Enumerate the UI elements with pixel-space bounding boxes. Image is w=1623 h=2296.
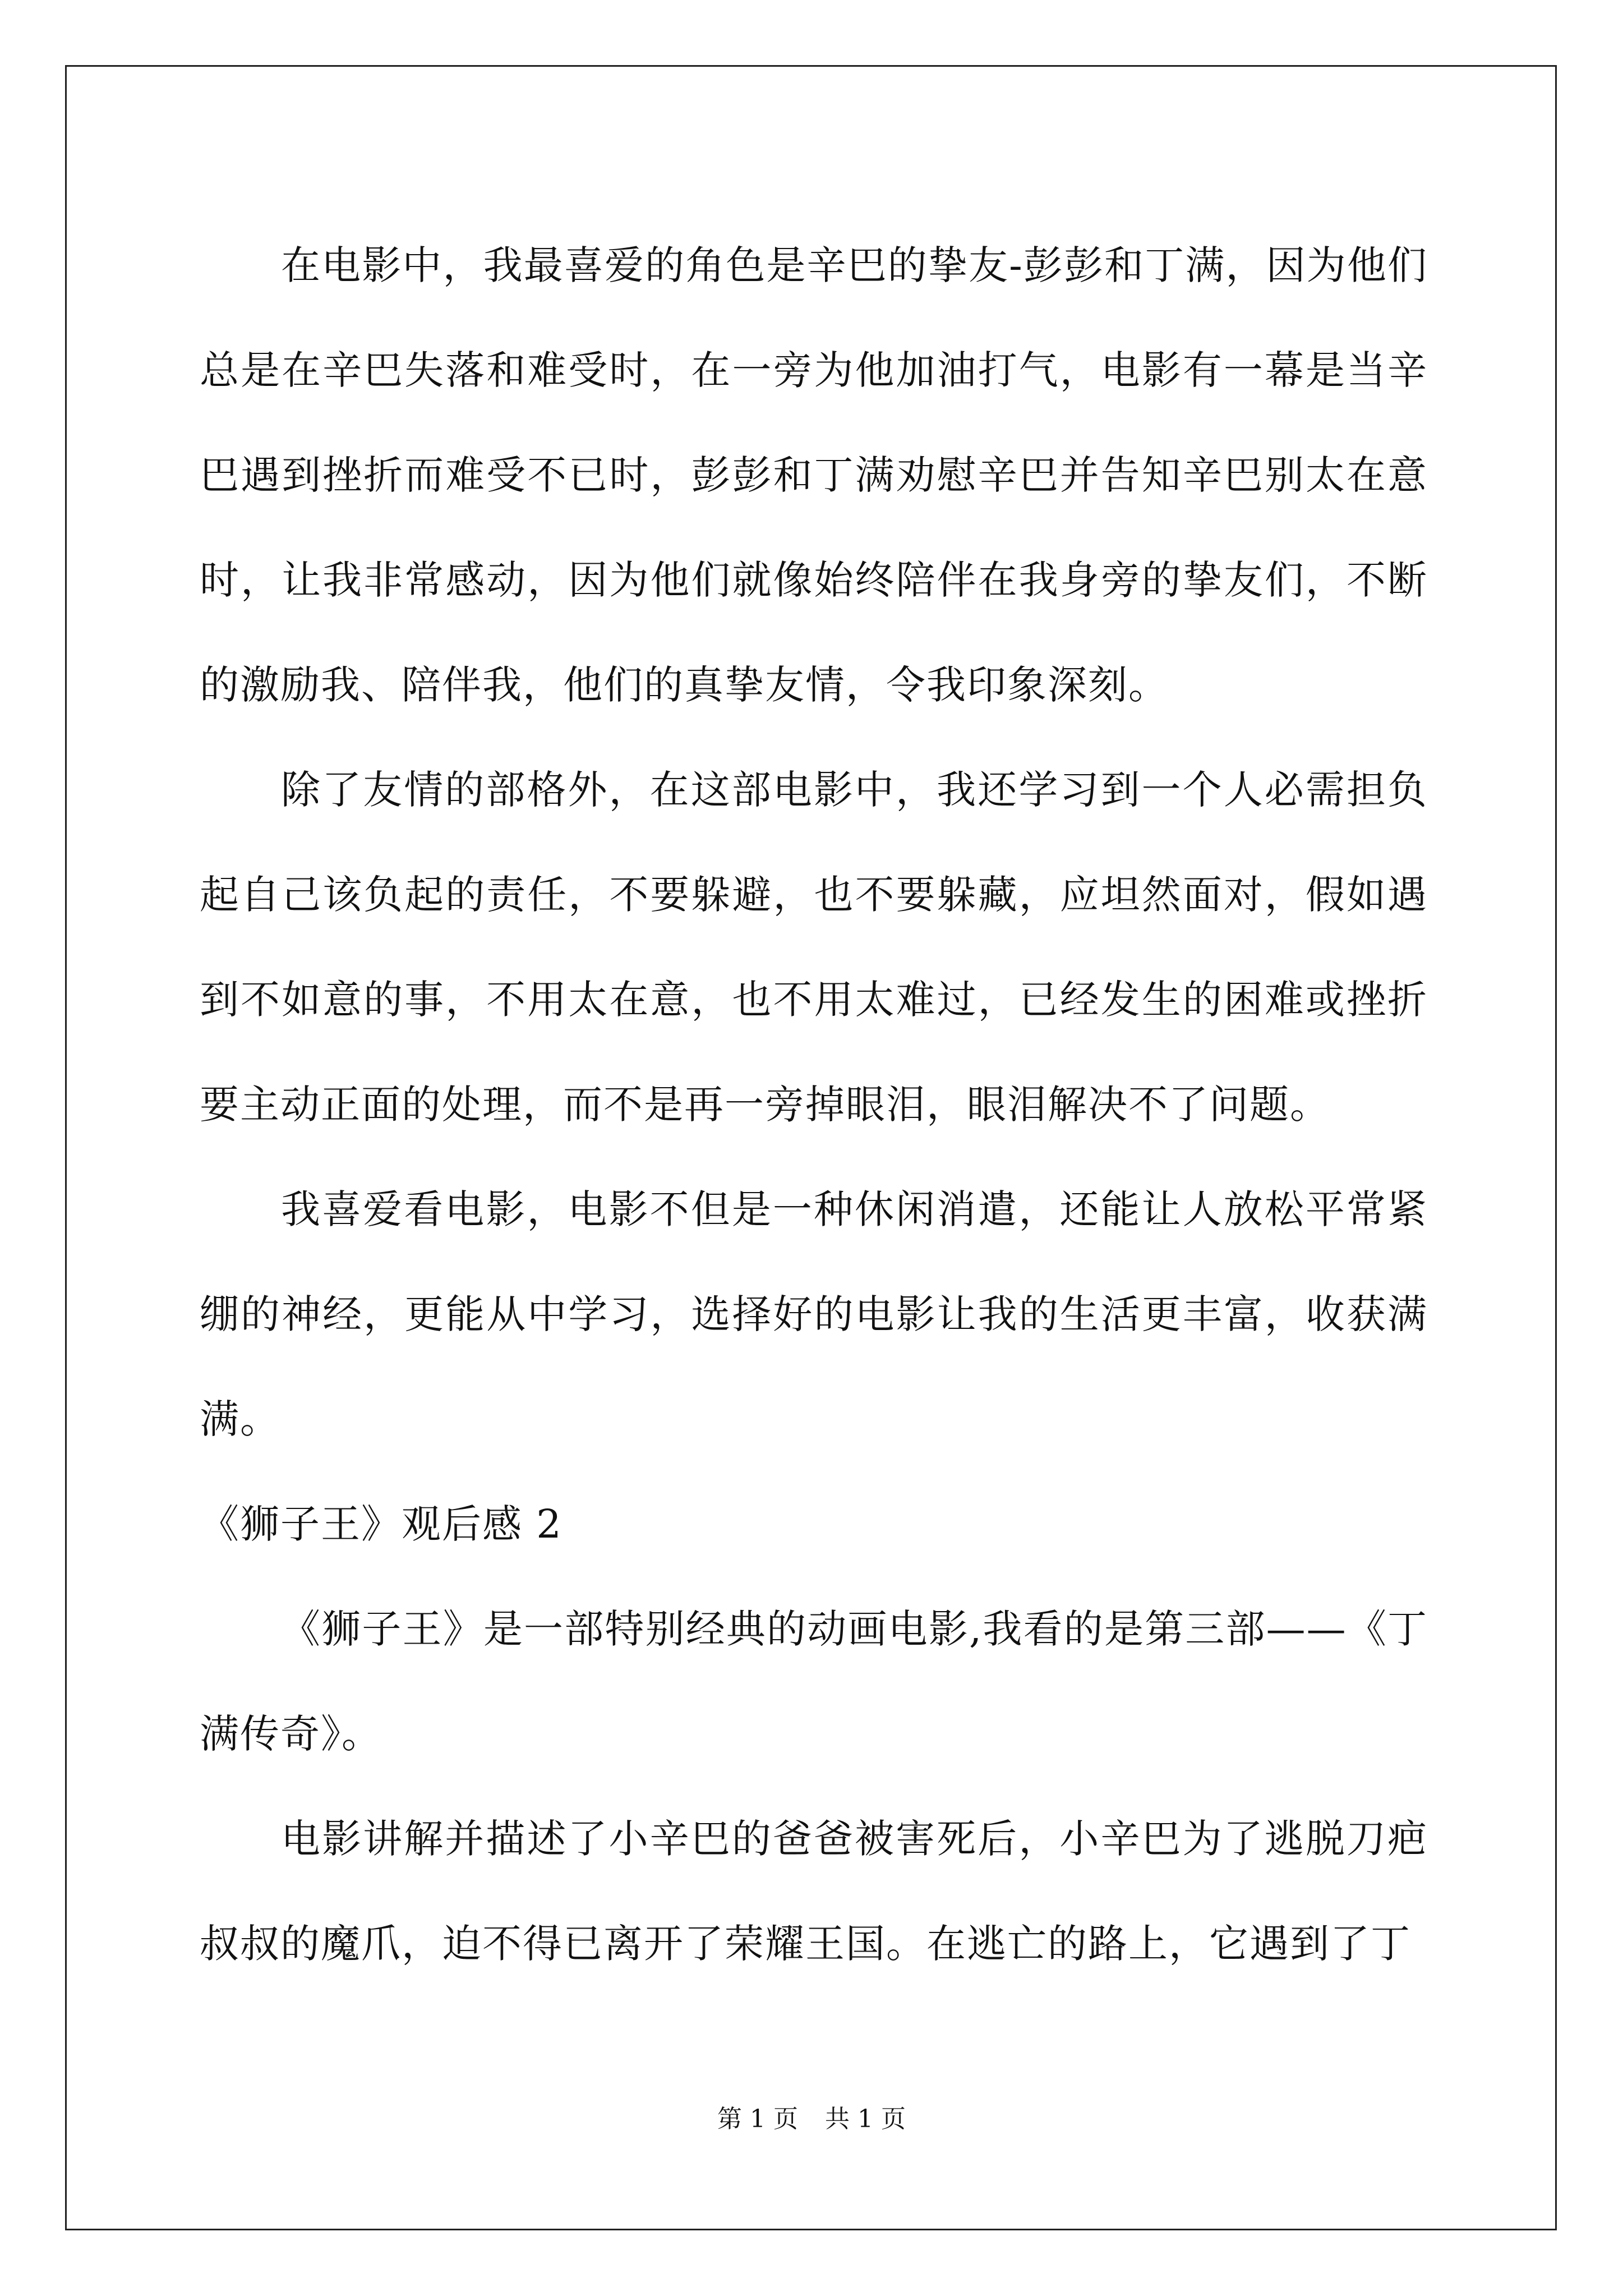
paragraph: 电影讲解并描述了小辛巴的爸爸被害死后，小辛巴为了逃脱刀疤叔叔的魔爪，迫不得已离开了荣耀王国。在逃亡的路上，它遇到了丁 [200,1816,1428,1967]
paragraph: 《狮子王》是一部特别经典的动画电影,我看的是第三部——《丁满传奇》。 [200,1606,1428,1757]
page-number: 第 1 页 [717,2105,798,2133]
page-total: 共 1 页 [825,2105,906,2133]
paragraph: 在电影中，我最喜爱的角色是辛巴的挚友-彭彭和丁满，因为他们总是在辛巴失落和难受时，在一旁为他加油打气，电影有一幕是当辛巴遇到挫折而难受不已时，彭彭和丁满劝慰辛巴并告知辛巴别太在意时，让我非常感动，因为他们就像始终陪伴在我身旁的挚友们，不断的激励我、陪伴我，他们的真挚友情，令我印象深刻。 [200,242,1428,708]
section-title: 《狮子王》观后感 2 [200,1501,562,1547]
paragraph: 除了友情的部格外，在这部电影中，我还学习到一个人必需担负起自己该负起的责任，不要躲避，也不要躲藏，应坦然面对，假如遇到不如意的事，不用太在意，也不用太难过，已经发生的困难或挫折要主动正面的处理，而不是再一旁掉眼泪，眼泪解决不了问题。 [200,767,1428,1128]
paragraph: 我喜爱看电影，电影不但是一种休闲消遣，还能让人放松平常紧绷的神经，更能从中学习，选择好的电影让我的生活更丰富，收获满满。 [200,1186,1428,1442]
document-body [200,213,1428,1996]
page-footer [0,2102,1623,2136]
